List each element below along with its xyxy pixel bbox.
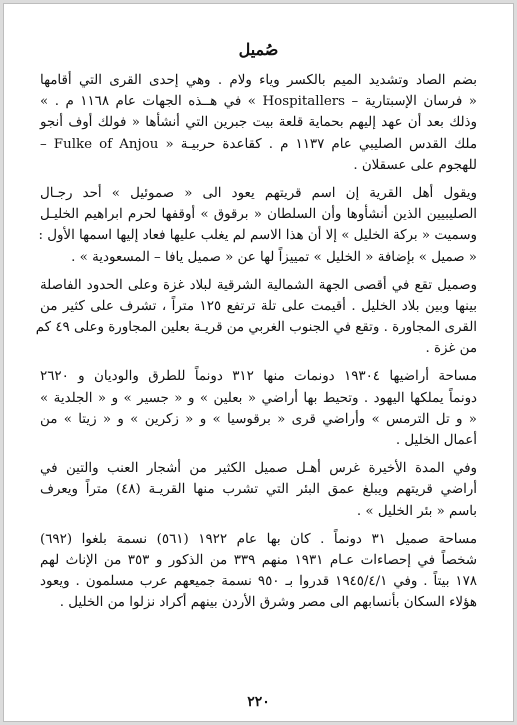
text-line: بضم الصاد وتشديد الميم بالكسر وياء ولام . وهي إحدى القرى التي أقامها (40, 73, 477, 88)
page-number: ٢٢٠ (247, 694, 270, 710)
text-line: وسميت « بركة الخليل » إلا أن هذا الاسم لم يغلب عليها فعاد إليها اسمها الأول : (38, 228, 477, 244)
text-line: ١٧٨ بيتاً . وفي ١٩٤٥/٤/١ قدروا بـ ٩٥٠ نسمة جميعهم عرب مسلمون . ويعود (40, 574, 477, 590)
paragraph-gap (40, 268, 477, 275)
paragraph (35, 275, 477, 360)
paragraph-gap (40, 359, 477, 366)
text-line: دونماً يملكها اليهود . وتحيط بها أراضي « بعلين » و « جسير » و « الجلدية » (40, 390, 477, 406)
text-line: أعمال الخليل . (395, 433, 477, 448)
text-line: شخصاً في إحصاءات عـام ١٩٣١ منهم ٣٣٩ من الذكور و ٣٥٣ من الإناث لهم (40, 552, 478, 568)
paragraph-gap (40, 522, 477, 529)
text-line: وذلك بعد أن عهد إليهم بحماية قلعة بيت جبرين التي أنشأها « فولك أوف أنجو (40, 115, 477, 131)
paragraph-gap (40, 176, 477, 183)
text-line: القرى المجاورة . وتقع في الجنوب الغربي من قريـة بعلين المجاورة وعلى ٤٩ كم (35, 320, 477, 336)
text-line: للهجوم على عسقلان . (353, 157, 477, 173)
text-line: وصميل تقع في أقصى الجهة الشمالية الشرقية لبلاد غزة وعلى الحدود الفاصلة (40, 277, 477, 293)
text-line: « فرسان الإسبتارية – Hospitallers » في هــذه الجهات عام ١١٦٨ م . » (40, 94, 477, 110)
paragraph (40, 529, 477, 614)
paragraph-gap (40, 451, 477, 458)
document-page (3, 3, 514, 722)
text-line: من غزة . (425, 341, 477, 357)
paragraph (40, 70, 477, 176)
text-line: مساحة أراضيها ١٩٣٠٤ دونمات منها ٣١٢ دونماً للطرق والوديان و ٢٦٢٠ (40, 369, 477, 385)
text-line: مساحة صميل ٣١ دونماً . كان بها عام ١٩٢٢ (٥٦١) نسمة بلغوا (٦٩٢) (40, 531, 478, 547)
page-title: صُميل (238, 40, 279, 59)
text-line: – Fulke of Anjou » ملك القدس الصليبي عام ١١٣٧ م . كقاعدة حربيـة (40, 136, 477, 152)
paragraph (40, 366, 477, 451)
paragraph (40, 458, 477, 522)
paragraph (40, 183, 477, 268)
text-line: بينها وبين بلاد الخليل . أقيمت على تلة ترتفع ١٢٥ متراً ، تشرف على كثير من (40, 298, 477, 314)
text-line: الصليبيين الذين أنشأوها وأن السلطان « برقوق » أوقفها لحرم ابراهيم الخليـل (40, 207, 477, 223)
text-line: ويقول أهل القرية إن اسم قريتهم يعود الى « صموئيل » أحد رجـال (40, 185, 477, 201)
text-line: « صميل » بإضافة « الخليل » تمييزاً لها عن « صميل يافا – المسعودية » . (71, 249, 477, 265)
document-body (35, 70, 478, 614)
text-line: وفي المدة الأخيرة غرس أهـل صميل الكثير من أشجار العنب والتين في (40, 461, 477, 477)
text-line: « و تل الترمس » وأراضي قرى « برقوسيا » و « زكرين » و « زيتا » من (40, 411, 477, 427)
text-line: أراضي قريتهم ويبلغ عمق البئر التي تشرب منها القريـة (٤٨) متراً ويعرف (40, 482, 477, 498)
text-line: هؤلاء السكان بأنسابهم الى مصر وشرق الأردن بينهم أكراد نزلوا من الخليل . (59, 595, 477, 611)
text-line: باسم « بئر الخليل » . (356, 503, 477, 519)
